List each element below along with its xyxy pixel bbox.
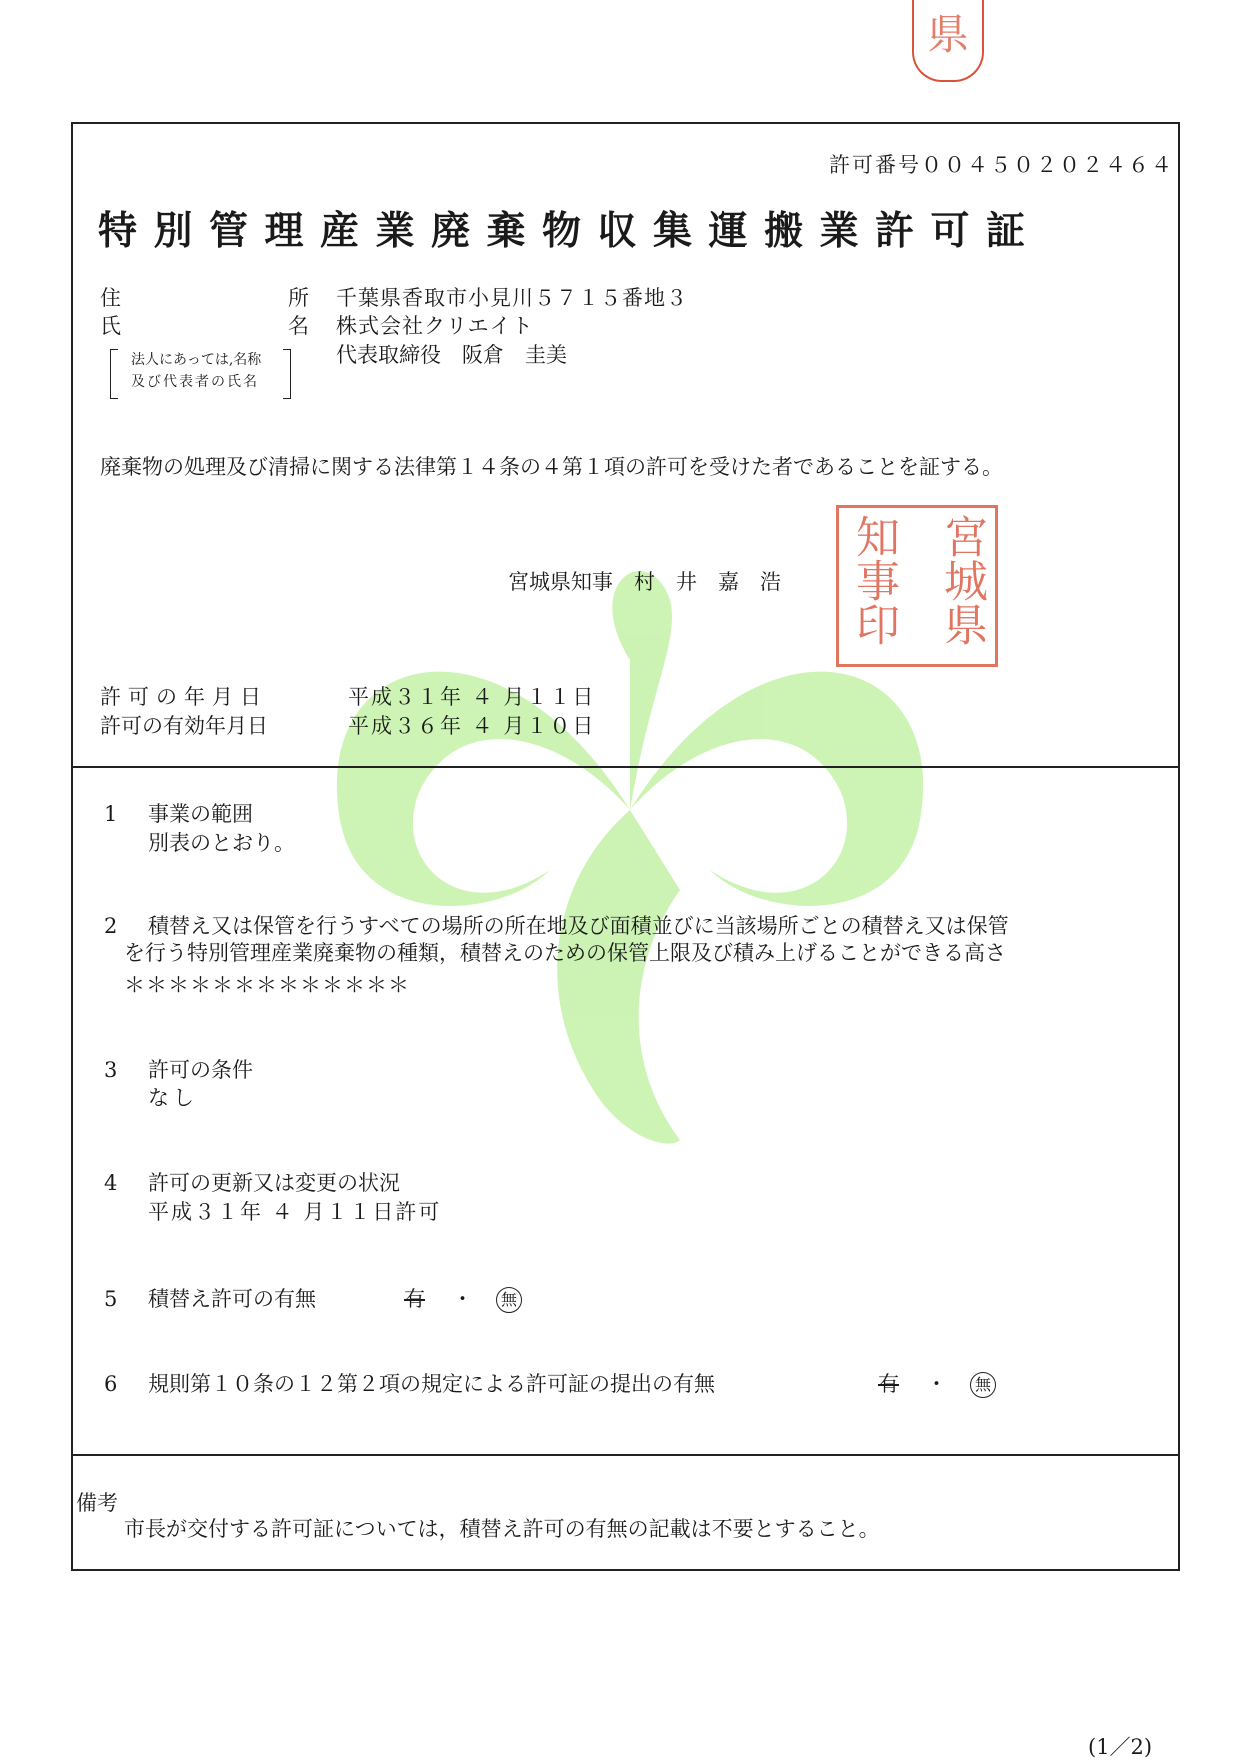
item-3-number: 3 [104,1058,118,1082]
item-3-body: なし [148,1086,198,1110]
valid-date-label: 許可の有効年月日 [100,714,268,738]
representative-value: 代表取締役 阪倉 圭美 [336,343,567,367]
note-line-1: 法人にあっては,名称 [131,352,262,368]
item-2-heading: 積替え又は保管を行うすべての場所の所在地及び面積並びに当該場所ごとの積替え又は保管 [148,914,1009,938]
item-5-option-no-wrap [496,1285,522,1313]
item-3-heading: 許可の条件 [148,1058,253,1082]
name-label-1: 氏 [100,314,121,338]
page-number: (1／2) [1088,1735,1153,1759]
valid-date-value: 平成３６年 ４ 月１０日 [348,714,596,738]
top-seal [912,0,984,82]
item-5-option-yes: 有 [404,1287,425,1311]
note-bracket-right [283,349,291,399]
permit-date-value: 平成３１年 ４ 月１１日 [348,685,596,709]
name-label-2: 名 [288,314,309,338]
item-6-option-no: 無 [970,1372,996,1398]
remarks-label: 備考 [76,1491,118,1515]
certification-statement: 廃棄物の処理及び清掃に関する法律第１４条の４第１項の許可を受けた者であることを証する。 [100,455,1003,479]
item-1-body: 別表のとおり。 [148,831,295,855]
note-bracket-left [110,349,118,399]
permit-date-label: 許可の年月日 [100,685,268,709]
item-6-option-yes: 有 [878,1372,899,1396]
governor-seal-col-2: 知事印 [848,514,899,646]
item-2-extra: ＊＊＊＊＊＊＊＊＊＊＊＊＊ [124,973,410,997]
address-value: 千葉県香取市小見川５７１５番地３ [336,286,688,310]
item-5-heading: 積替え許可の有無 [148,1287,316,1311]
permit-number: 許可番号００４５０２０２４６４ [829,153,1174,177]
note-line-2: 及び代表者の氏名 [131,374,259,390]
page-title: 特別管理産業廃棄物収集運搬業許可証 [98,208,1042,254]
name-value: 株式会社クリエイト [336,314,534,338]
item-2-number: 2 [104,914,118,938]
divider-top [71,766,1180,768]
item-6-dot: ・ [926,1372,947,1396]
divider-bottom [71,1454,1180,1456]
governor-seal [836,505,998,667]
item-6-option-no-wrap [970,1370,996,1398]
item-4-heading: 許可の更新又は変更の状況 [148,1171,400,1195]
address-label-2: 所 [288,286,309,310]
item-4-body: 平成３１年 ４ 月１１日許可 [148,1200,442,1224]
issuer: 宮城県知事 村 井 嘉 浩 [508,570,781,594]
item-1-heading: 事業の範囲 [148,802,253,826]
remarks-text: 市長が交付する許可証については，積替え許可の有無の記載は不要とすること。 [124,1517,880,1541]
item-6-number: 6 [104,1372,118,1396]
item-6-heading: 規則第１０条の１２第２項の規定による許可証の提出の有無 [148,1372,715,1396]
item-5-dot: ・ [452,1287,473,1311]
top-seal-char: 県 [926,10,969,59]
address-label-1: 住 [100,286,121,310]
governor-seal-col-1: 宮城県 [936,514,987,646]
item-2-body: を行う特別管理産業廃棄物の種類，積替えのための保管上限及び積み上げることができる高さ [124,941,1006,965]
item-5-option-no: 無 [496,1287,522,1313]
item-5-number: 5 [104,1287,118,1311]
item-4-number: 4 [104,1171,118,1195]
item-1-number: 1 [104,802,118,826]
